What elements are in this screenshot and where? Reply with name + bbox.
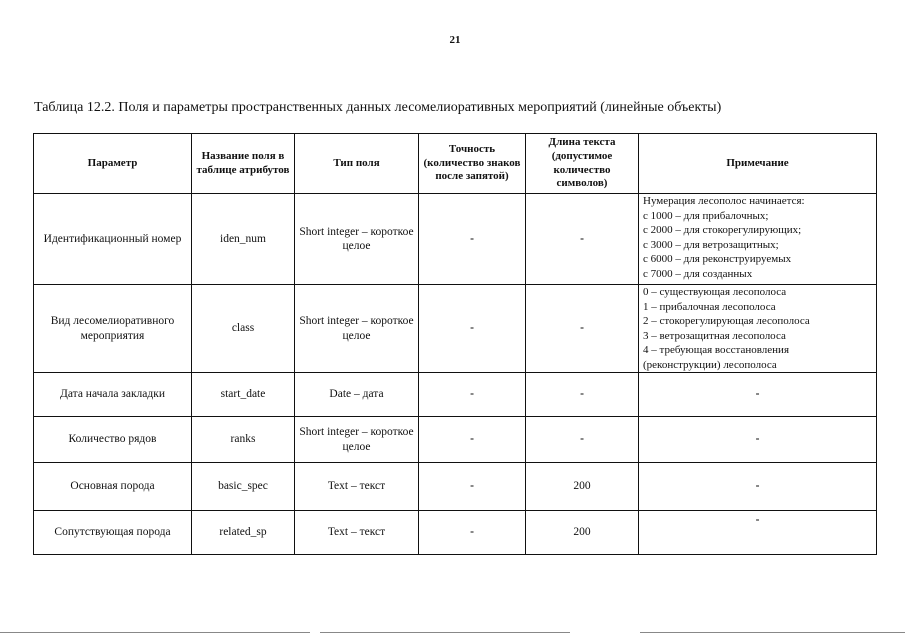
bottom-rule xyxy=(320,632,570,633)
bottom-rule xyxy=(640,632,905,633)
table-header-row xyxy=(34,134,877,194)
cell-note xyxy=(639,194,877,285)
cell-precision: - xyxy=(419,194,526,285)
cell-parameter: Количество рядов xyxy=(34,417,192,463)
table-caption: Таблица 12.2. Поля и параметры пространственных данных лесомелиоративных мероприятий (линейные объекты) xyxy=(34,100,722,115)
cell-precision: - xyxy=(419,417,526,463)
note-line: 2 – стокорегулирующая лесополоса xyxy=(643,315,810,328)
cell-text-length: 200 xyxy=(526,463,639,511)
note-line: с 3000 – для ветрозащитных; xyxy=(643,238,779,251)
cell-text-length: - xyxy=(526,194,639,285)
cell-field-type: Date – дата xyxy=(295,373,419,417)
cell-field-type: Short integer – короткое целое xyxy=(295,417,419,463)
note-line: 3 – ветрозащитная лесополоса xyxy=(643,329,786,342)
cell-text-length: - xyxy=(526,285,639,373)
note-line: 4 – требующая восстановления xyxy=(643,344,790,357)
table-row xyxy=(34,511,877,555)
table-row xyxy=(34,194,877,285)
cell-precision: - xyxy=(419,463,526,511)
cell-text-length: 200 xyxy=(526,511,639,555)
header-text-length: Длина текста (допустимое количество символов) xyxy=(526,134,639,194)
cell-field-type: Short integer – короткое целое xyxy=(295,285,419,373)
note-line: (реконструкции) лесополоса xyxy=(643,358,777,371)
cell-field-name: start_date xyxy=(192,373,295,417)
cell-precision: - xyxy=(419,373,526,417)
cell-field-type: Text – текст xyxy=(295,511,419,555)
header-note: Примечание xyxy=(639,134,877,194)
cell-field-type: Short integer – короткое целое xyxy=(295,194,419,285)
cell-precision: - xyxy=(419,511,526,555)
table-row xyxy=(34,285,877,373)
table-row xyxy=(34,463,877,511)
header-parameter: Параметр xyxy=(34,134,192,194)
note-line: с 7000 – для созданных xyxy=(643,267,753,280)
note-line: с 6000 – для реконструируемых xyxy=(643,253,792,266)
header-field-name: Название поля в таблице атрибутов xyxy=(192,134,295,194)
header-field-type: Тип поля xyxy=(295,134,419,194)
cell-field-type: Text – текст xyxy=(295,463,419,511)
cell-text-length: - xyxy=(526,373,639,417)
cell-note: - xyxy=(639,373,877,417)
cell-note: - xyxy=(639,417,877,463)
header-precision: Точность (количество знаков после запятой) xyxy=(419,134,526,194)
cell-parameter: Основная порода xyxy=(34,463,192,511)
cell-field-name: ranks xyxy=(192,417,295,463)
cell-parameter: Идентификационный номер xyxy=(34,194,192,285)
note-line: Нумерация лесополос начинается: xyxy=(643,195,805,207)
table-row xyxy=(34,417,877,463)
cell-note: - xyxy=(639,511,877,555)
page-number: 21 xyxy=(449,34,461,46)
note-line: 0 – существующая лесополоса xyxy=(643,286,787,298)
cell-parameter: Дата начала закладки xyxy=(34,373,192,417)
cell-parameter: Сопутствующая порода xyxy=(34,511,192,555)
cell-field-name: class xyxy=(192,285,295,373)
parameters-table xyxy=(33,133,877,555)
cell-note: - xyxy=(639,463,877,511)
note-line: с 1000 – для прибалочных; xyxy=(643,209,769,222)
cell-precision: - xyxy=(419,285,526,373)
cell-field-name: iden_num xyxy=(192,194,295,285)
cell-text-length: - xyxy=(526,417,639,463)
table-row xyxy=(34,373,877,417)
bottom-rule xyxy=(0,632,310,633)
cell-field-name: basic_spec xyxy=(192,463,295,511)
note-line: 1 – прибалочная лесополоса xyxy=(643,300,776,313)
cell-note xyxy=(639,285,877,373)
cell-parameter: Вид лесомелиоративного мероприятия xyxy=(34,285,192,373)
note-line: с 2000 – для стокорегулирующих; xyxy=(643,224,802,237)
cell-field-name: related_sp xyxy=(192,511,295,555)
